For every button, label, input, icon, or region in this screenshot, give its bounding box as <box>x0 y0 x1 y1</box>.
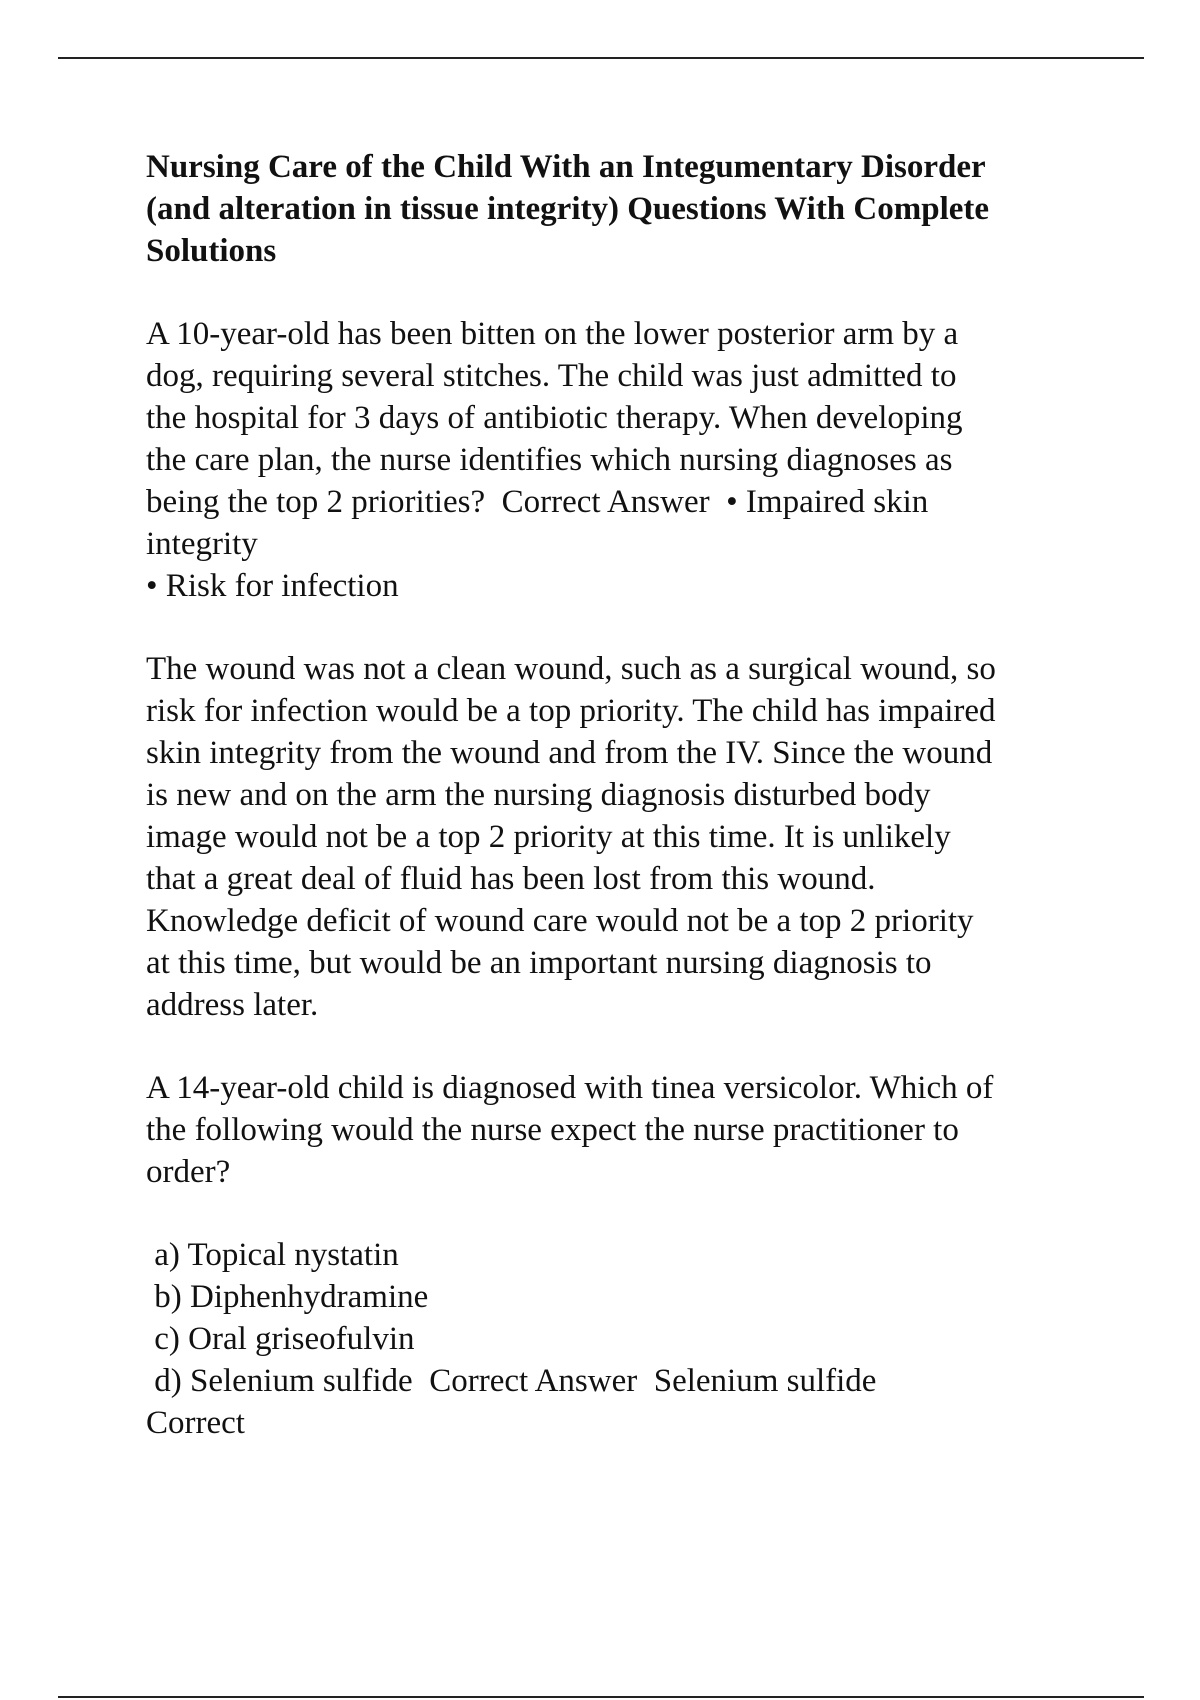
question-2-line: the following would the nurse expect the nurse practitioner to <box>146 1112 959 1148</box>
top-rule <box>58 57 1144 59</box>
rationale-line: is new and on the arm the nursing diagnosis disturbed body <box>146 777 931 813</box>
title-line: Nursing Care of the Child With an Integumentary Disorder <box>146 149 986 185</box>
document-body <box>146 146 1106 1444</box>
rationale-line: Knowledge deficit of wound care would not be a top 2 priority <box>146 903 974 939</box>
option-correct-note: Correct <box>146 1405 245 1441</box>
rationale-line: address later. <box>146 987 319 1023</box>
question-1 <box>146 313 1106 607</box>
question-2-options <box>146 1234 1106 1444</box>
question-2-line: A 14-year-old child is diagnosed with tinea versicolor. Which of <box>146 1070 994 1106</box>
question-1-line: being the top 2 priorities? Correct Answer • Impaired skin <box>146 484 929 520</box>
option-a: a) Topical nystatin <box>146 1237 399 1273</box>
option-d: d) Selenium sulfide Correct Answer Selenium sulfide <box>146 1363 877 1399</box>
question-2 <box>146 1067 1106 1193</box>
rationale-line: image would not be a top 2 priority at this time. It is unlikely <box>146 819 951 855</box>
option-c: c) Oral griseofulvin <box>146 1321 415 1357</box>
rationale-line: at this time, but would be an important nursing diagnosis to <box>146 945 932 981</box>
rationale-line: that a great deal of fluid has been lost from this wound. <box>146 861 876 897</box>
title-line: (and alteration in tissue integrity) Questions With Complete <box>146 191 990 227</box>
question-1-line: the hospital for 3 days of antibiotic therapy. When developing <box>146 400 963 436</box>
question-1-line: • Risk for infection <box>146 568 399 604</box>
rationale-line: risk for infection would be a top priority. The child has impaired <box>146 693 996 729</box>
question-2-line: order? <box>146 1154 231 1190</box>
document-title <box>146 146 1106 272</box>
rationale-line: skin integrity from the wound and from the IV. Since the wound <box>146 735 993 771</box>
option-b: b) Diphenhydramine <box>146 1279 429 1315</box>
question-1-line: integrity <box>146 526 258 562</box>
question-1-rationale <box>146 648 1106 1026</box>
bottom-rule <box>58 1696 1144 1698</box>
question-1-line: dog, requiring several stitches. The child was just admitted to <box>146 358 957 394</box>
question-1-line: A 10-year-old has been bitten on the lower posterior arm by a <box>146 316 959 352</box>
rationale-line: The wound was not a clean wound, such as a surgical wound, so <box>146 651 996 687</box>
question-1-line: the care plan, the nurse identifies which nursing diagnoses as <box>146 442 953 478</box>
title-line: Solutions <box>146 233 277 269</box>
